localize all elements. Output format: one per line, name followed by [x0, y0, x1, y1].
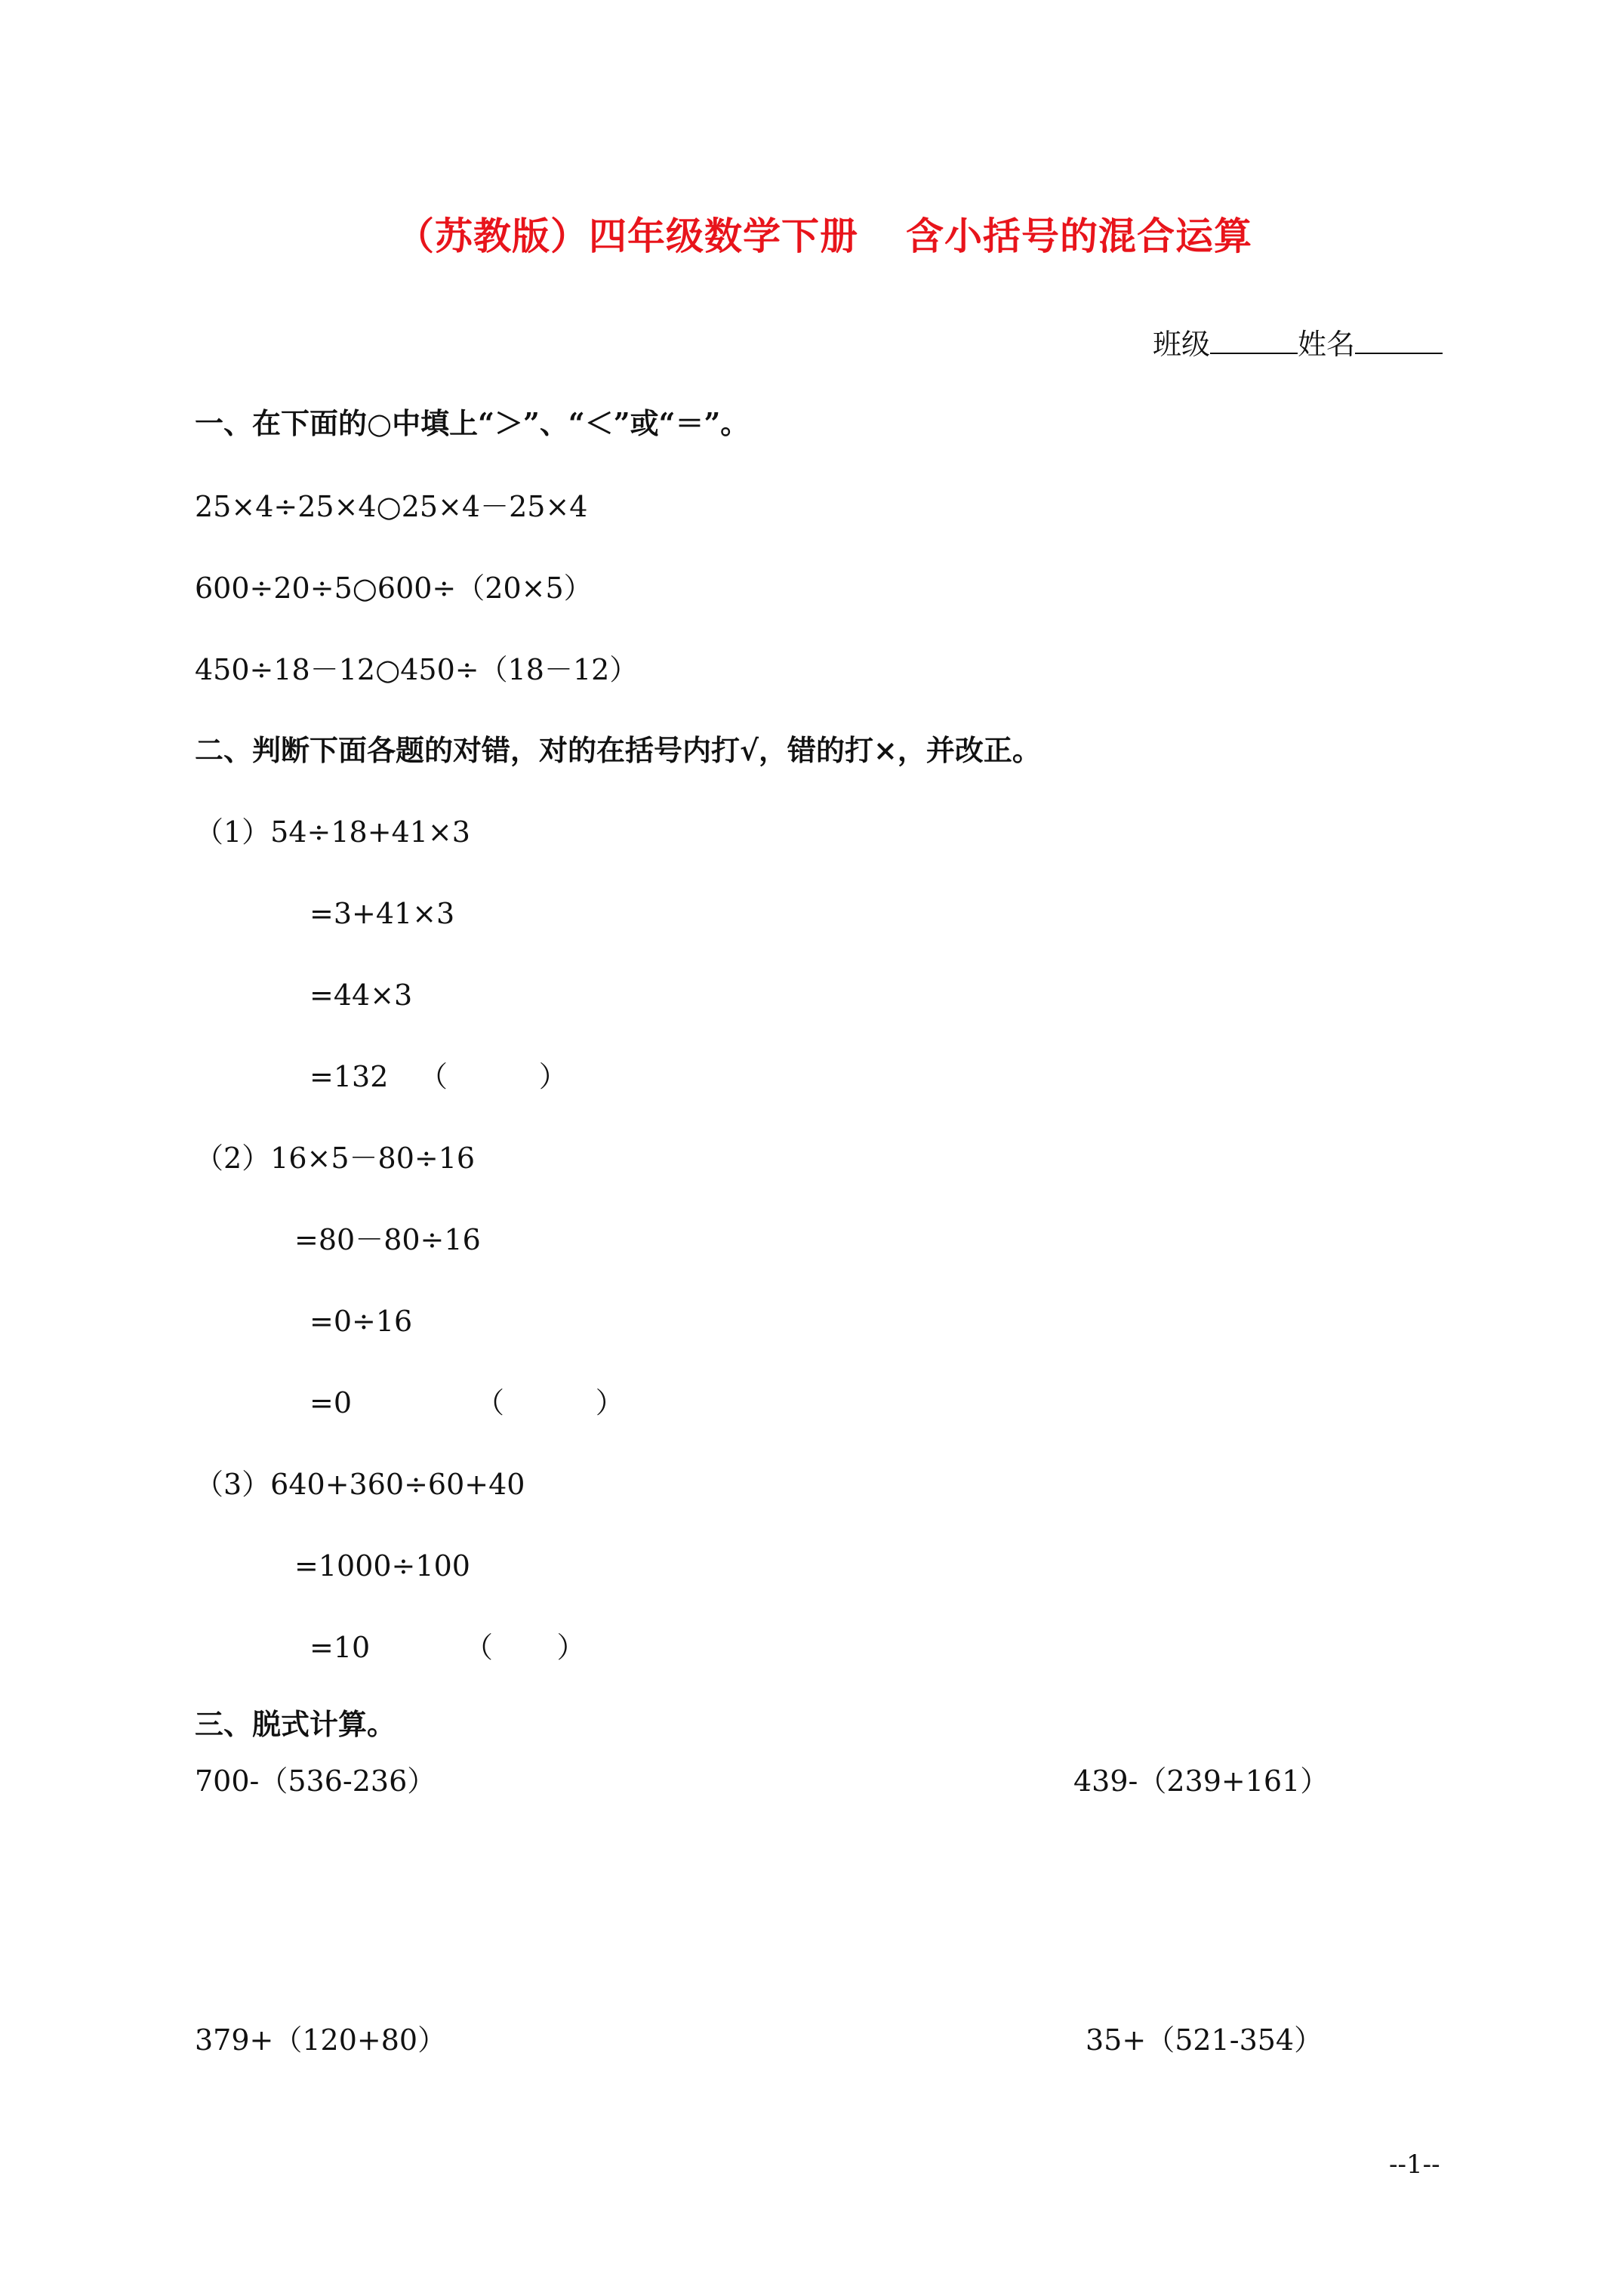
section1-heading: 一、在下面的○中填上“＞”、“＜”或“＝”。 [195, 406, 750, 440]
problem-question: （2）16×5－80÷16 [195, 1142, 476, 1175]
problem-step: =1000÷100 [294, 1549, 470, 1583]
section1-item: 450÷18－12○450÷（18－12） [195, 653, 639, 686]
page-title-left: （苏教版）四年级数学下册 [396, 214, 858, 258]
problem-step: =132 [310, 1060, 389, 1093]
problem-step: =3+41×3 [310, 897, 455, 930]
class-label: 班级 [1153, 328, 1211, 361]
problem-step: =0 [310, 1386, 353, 1419]
problem-question: （1）54÷18+41×3 [195, 815, 470, 849]
section1-item: 25×4÷25×4○25×4－25×4 [195, 490, 588, 523]
problem-question: （3）640+360÷60+40 [195, 1468, 525, 1501]
problem-step: =44×3 [310, 978, 413, 1012]
judge-box[interactable]: （ ） [419, 1060, 568, 1093]
section2-heading: 二、判断下面各题的对错，对的在括号内打√，错的打×，并改正。 [195, 733, 1041, 767]
name-label: 姓名 [1298, 328, 1356, 361]
judge-box[interactable]: （ ） [476, 1386, 624, 1419]
class-blank[interactable] [1210, 328, 1298, 354]
page-number: --1-- [1389, 2150, 1440, 2180]
section3-heading: 三、脱式计算。 [195, 1707, 396, 1741]
class-name-line [1153, 328, 1443, 359]
problem-step: =10 [310, 1631, 371, 1664]
section3-item: 379+（120+80） [195, 2023, 447, 2057]
page-title-right: 含小括号的混合运算 [906, 214, 1252, 258]
judge-box[interactable]: （ ） [464, 1631, 586, 1664]
section1-item: 600÷20÷5○600÷（20×5） [195, 572, 593, 605]
section3-item: 35+（521-354） [1086, 2023, 1323, 2057]
name-blank[interactable] [1355, 328, 1443, 354]
problem-step: =80－80÷16 [294, 1223, 481, 1256]
section3-item: 700-（536-236） [195, 1764, 436, 1798]
problem-step: =0÷16 [310, 1305, 413, 1338]
section3-item: 439-（239+161） [1073, 1764, 1329, 1798]
